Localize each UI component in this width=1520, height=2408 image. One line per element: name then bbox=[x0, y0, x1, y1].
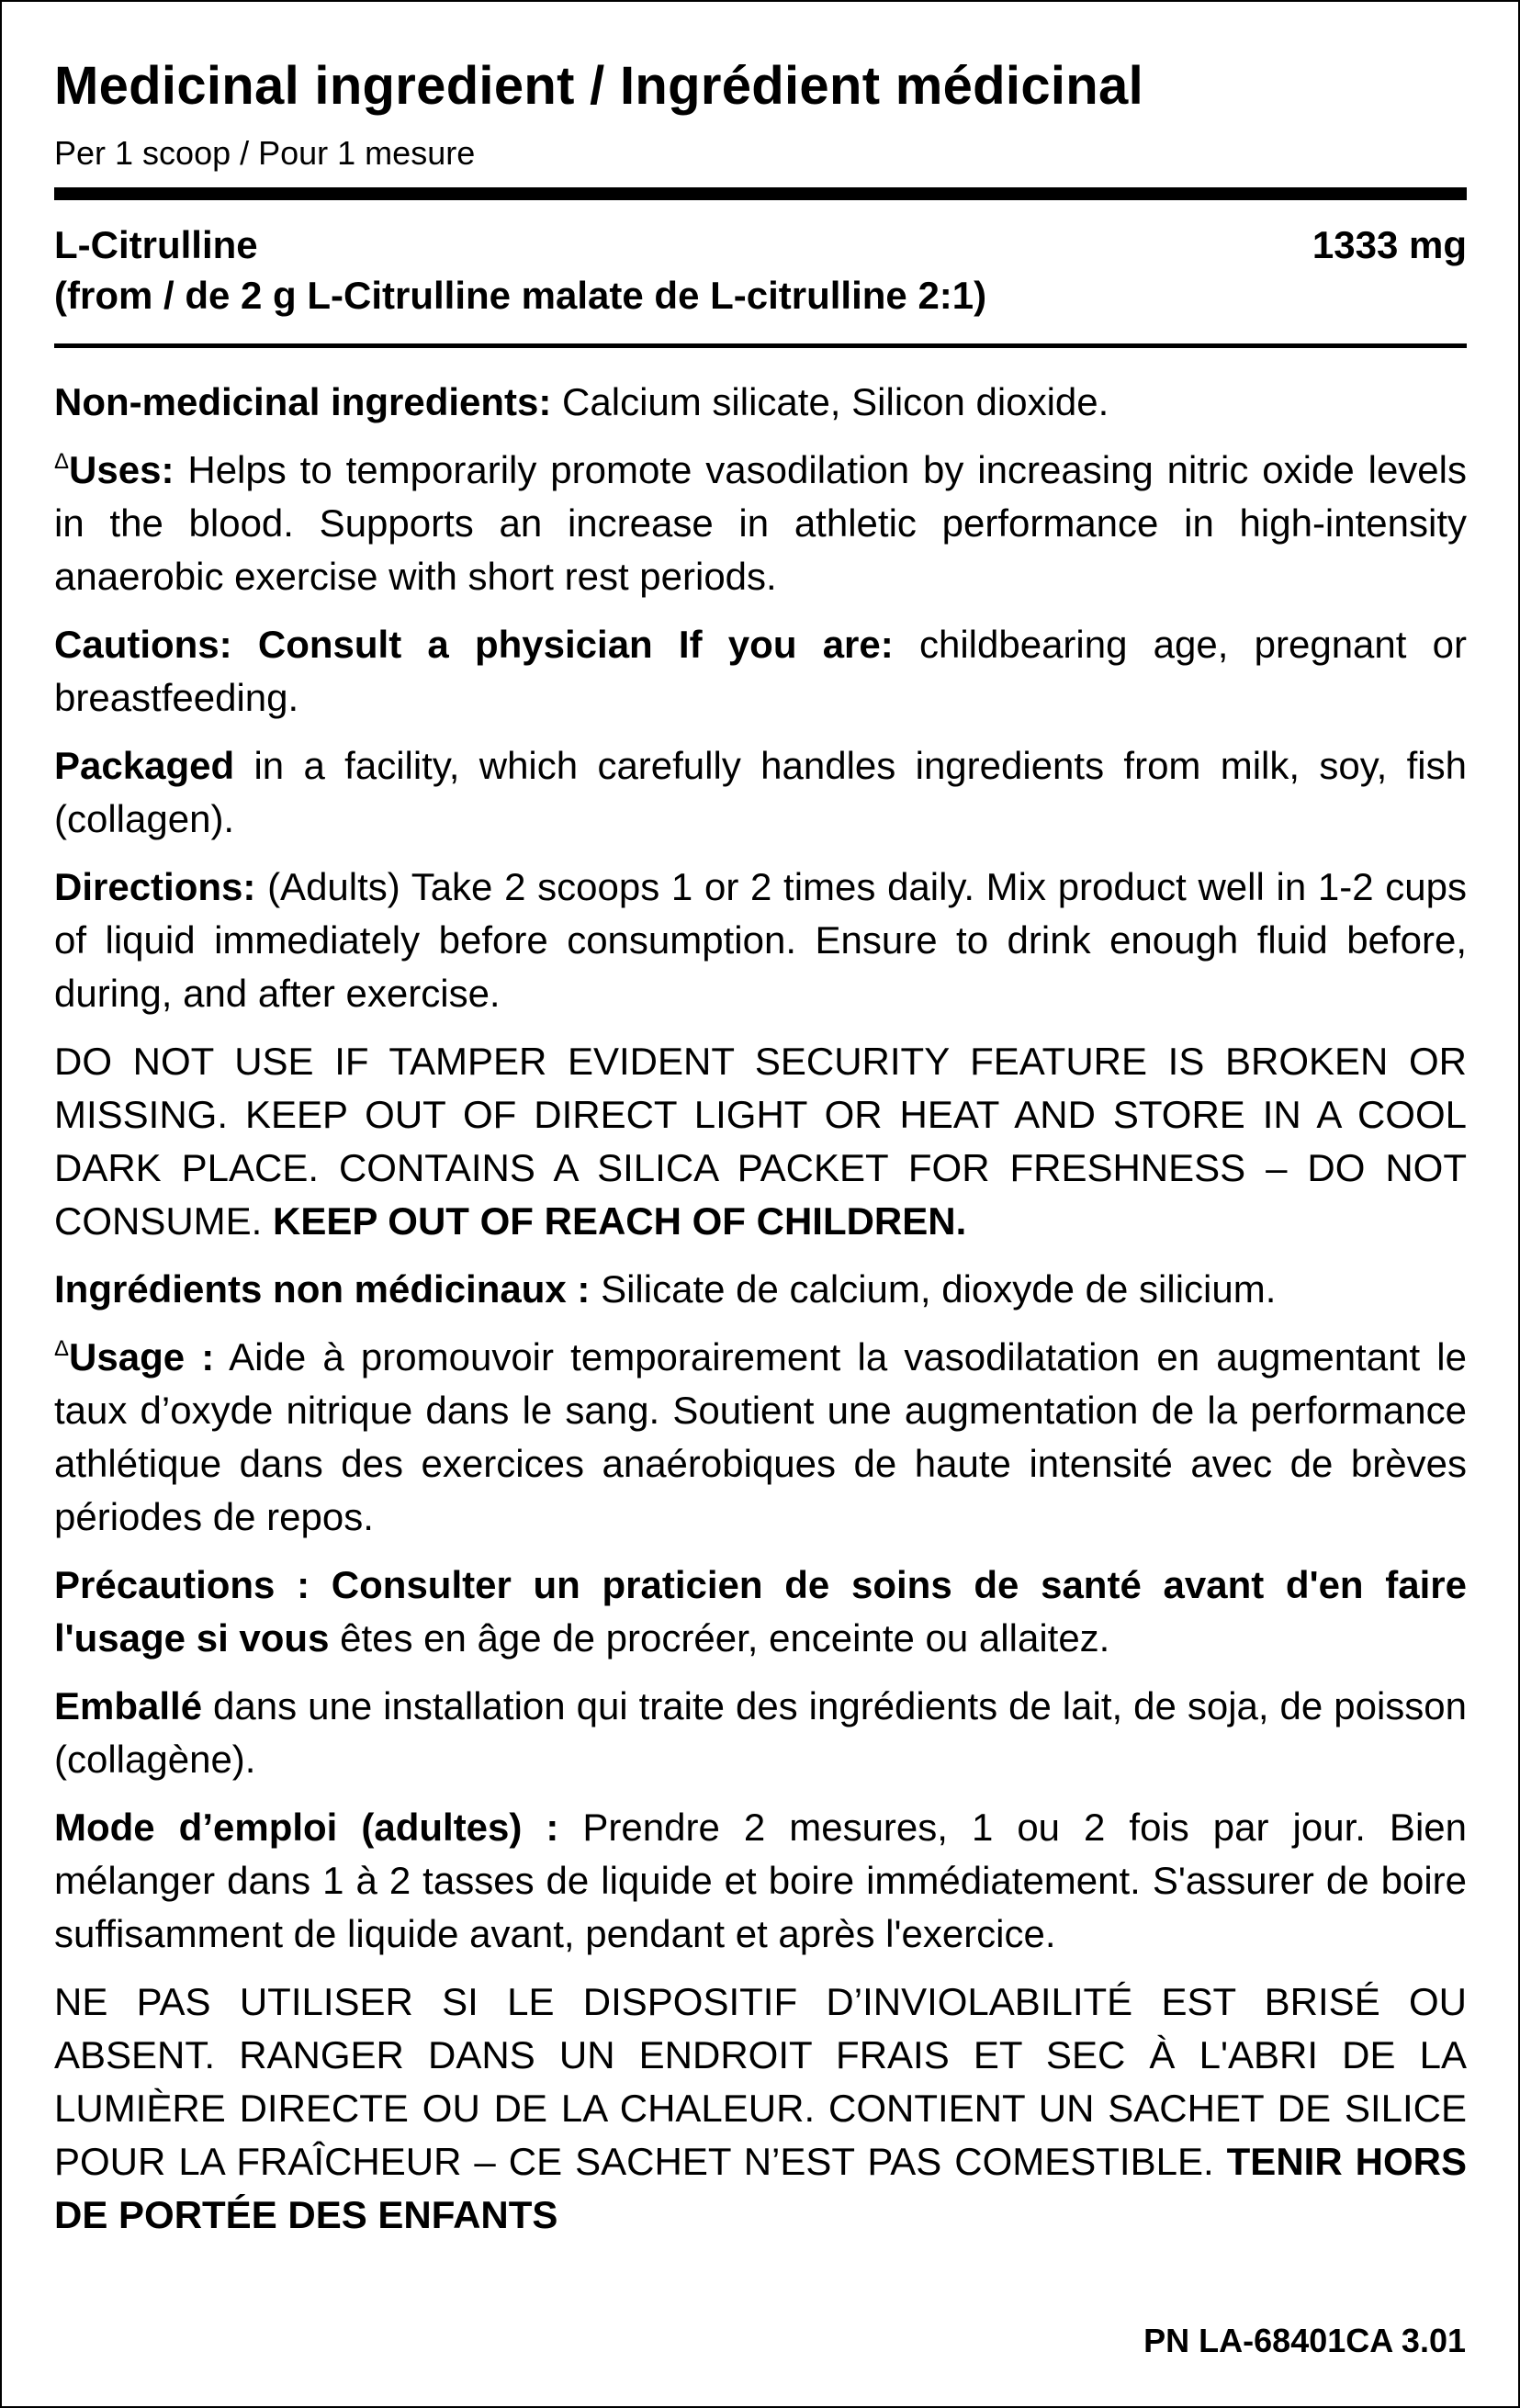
en-directions-label: Directions: bbox=[54, 864, 256, 908]
label-sections bbox=[54, 361, 1467, 2242]
en-non-medicinal-label: Non-medicinal ingredients: bbox=[54, 379, 552, 423]
fr-non-medicinal-label: Ingrédients non médicinaux : bbox=[54, 1266, 591, 1311]
thick-divider bbox=[54, 187, 1467, 200]
fr-packaged bbox=[54, 1665, 1467, 1786]
fr-packaged-text: dans une installation qui traite des ingrédients de lait, de soja, de poisson (collagène). bbox=[54, 1683, 1467, 1781]
fr-warning-bold: TENIR HORS DE PORTÉE DES ENFANTS bbox=[54, 2139, 1468, 2236]
en-directions bbox=[54, 846, 1467, 1020]
label-title: Medicinal ingredient / Ingrédient médicinal bbox=[54, 56, 1143, 116]
fr-uses-label: Usage : bbox=[69, 1334, 215, 1378]
en-warning-text: DO NOT USE IF TAMPER EVIDENT SECURITY FEATURE IS BROKEN OR MISSING. KEEP OUT OF DIRECT LIGHT OR HEAT AND STORE IN A COOL DARK PLACE. CONTAINS A SILICA PACKET FOR FRESHNESS – DO NOT CONSUME. bbox=[54, 1039, 1467, 1243]
en-uses bbox=[54, 429, 1467, 603]
fr-non-medicinal-ingredients bbox=[54, 1248, 1467, 1316]
fr-directions-label: Mode d’emploi (adultes) : bbox=[54, 1805, 559, 1849]
medicinal-ingredient-row bbox=[54, 220, 1467, 271]
fr-cautions-text: êtes en âge de procréer, enceinte ou allaitez. bbox=[329, 1615, 1110, 1660]
fr-uses-mark: Δ bbox=[54, 1335, 70, 1361]
fr-warning-text: NE PAS UTILISER SI LE DISPOSITIF D’INVIOLABILITÉ EST BRISÉ OU ABSENT. RANGER DANS UN ENDROIT FRAIS ET SEC À L'ABRI DE LA LUMIÈRE DIRECTE OU DE LA CHALEUR. CONTIENT UN SACHET DE SILICE POUR LA FRAÎCHEUR – CE SACHET N’EST PAS COMESTIBLE. bbox=[54, 1979, 1467, 2183]
en-cautions-text: childbearing age, pregnant or breastfeeding. bbox=[54, 622, 1468, 719]
en-non-medicinal-ingredients bbox=[54, 361, 1467, 429]
en-uses-text: Helps to temporarily promote vasodilation by increasing nitric oxide levels in the blood. Supports an increase in athletic performance in high-intensity anaerobic exercise with short rest periods. bbox=[54, 447, 1467, 598]
en-warning-bold: KEEP OUT OF REACH OF CHILDREN. bbox=[273, 1198, 967, 1243]
fr-cautions bbox=[54, 1544, 1467, 1665]
en-packaged-label: Packaged bbox=[54, 743, 235, 787]
en-non-medicinal-text: Calcium silicate, Silicon dioxide. bbox=[551, 379, 1109, 423]
fr-uses-text: Aide à promouvoir temporairement la vasodilatation en augmentant le taux d’oxyde nitrique dans le sang. Soutient une augmentation de la performance athlétique dans des exercices anaérobiques de haute intensité avec de brèves périodes de repos. bbox=[54, 1334, 1467, 1538]
fr-packaged-label: Emballé bbox=[54, 1683, 203, 1727]
en-cautions-label: Cautions: Consult a physician If you are: bbox=[54, 622, 894, 666]
fr-directions-text: Prendre 2 mesures, 1 ou 2 fois par jour. Bien mélanger dans 1 à 2 tasses de liquide et boire immédiatement. S'assurer de boire suffisamment de liquide avant, pendant et après l'exercice. bbox=[54, 1805, 1467, 1955]
fr-non-medicinal-text: Silicate de calcium, dioxyde de silicium. bbox=[590, 1266, 1277, 1311]
serving-size: Per 1 scoop / Pour 1 mesure bbox=[54, 133, 476, 172]
fr-warning bbox=[54, 1961, 1467, 2242]
en-packaged-text: in a facility, which carefully handles ingredients from milk, soy, fish (collagen). bbox=[54, 743, 1467, 840]
part-number: PN LA-68401CA 3.01 bbox=[1143, 2322, 1466, 2359]
fr-cautions-label: Précautions : Consulter un praticien de soins de santé avant d'en faire l'usage si vous bbox=[54, 1562, 1467, 1660]
fr-uses bbox=[54, 1316, 1467, 1544]
thin-divider bbox=[54, 343, 1467, 348]
ingredient-name: L-Citrulline bbox=[54, 223, 258, 267]
fr-directions bbox=[54, 1786, 1467, 1961]
en-uses-mark: Δ bbox=[54, 448, 70, 474]
ingredient-amount: 1333 mg bbox=[1312, 223, 1467, 267]
label-content bbox=[54, 56, 1468, 2242]
en-uses-label: Uses: bbox=[69, 447, 175, 491]
en-warning bbox=[54, 1020, 1467, 1248]
en-directions-text: (Adults) Take 2 scoops 1 or 2 times daily. Mix product well in 1-2 cups of liquid immediately before consumption. Ensure to drink enough fluid before, during, and after exercise. bbox=[54, 864, 1467, 1015]
ingredient-source: (from / de 2 g L-Citrulline malate de L-citrulline 2:1) bbox=[54, 274, 987, 318]
en-cautions bbox=[54, 603, 1467, 725]
en-packaged bbox=[54, 725, 1467, 846]
